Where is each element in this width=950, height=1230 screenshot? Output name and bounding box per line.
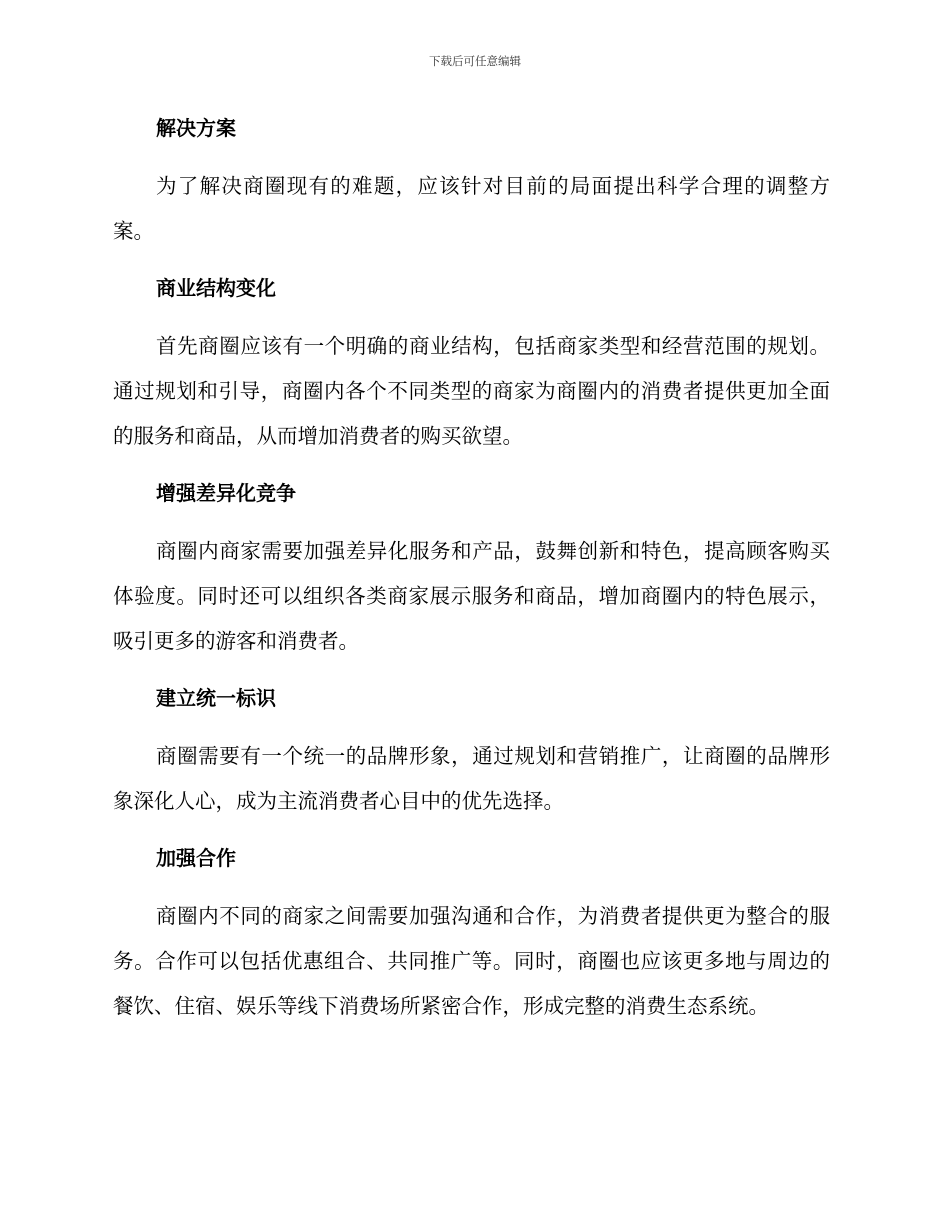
section-paragraph: 为了解决商圈现有的难题，应该针对目前的局面提出科学合理的调整方案。 — [113, 174, 830, 243]
section-business-structure — [113, 266, 830, 459]
section-heading: 解决方案 — [156, 116, 236, 140]
section-paragraph: 商圈内商家需要加强差异化服务和产品，鼓舞创新和特色，提高顾客购买体验度。同时还可以组织各类商家展示服务和商品，增加商圈内的特色展示，吸引更多的游客和消费者。 — [113, 539, 830, 653]
page-header: 下载后可任意编辑 — [429, 54, 521, 68]
section-heading: 商业结构变化 — [156, 276, 276, 300]
section-unified-identity — [113, 676, 830, 824]
section-paragraph: 商圈内不同的商家之间需要加强沟通和合作，为消费者提供更为整合的服务。合作可以包括优惠组合、共同推广等。同时，商圈也应该更多地与周边的餐饮、住宿、娱乐等线下消费场所紧密合作，形成完整的消费生态系统。 — [113, 904, 830, 1018]
document-body — [113, 106, 830, 1041]
section-heading: 加强合作 — [156, 846, 236, 870]
section-cooperation — [113, 836, 830, 1029]
section-heading: 建立统一标识 — [156, 686, 276, 710]
section-paragraph: 首先商圈应该有一个明确的商业结构，包括商家类型和经营范围的规划。通过规划和引导，商圈内各个不同类型的商家为商圈内的消费者提供更加全面的服务和商品，从而增加消费者的购买欲望。 — [113, 334, 830, 448]
section-differentiation — [113, 471, 830, 664]
section-paragraph: 商圈需要有一个统一的品牌形象，通过规划和营销推广，让商圈的品牌形象深化人心，成为主流消费者心目中的优先选择。 — [113, 744, 830, 813]
section-solution — [113, 106, 830, 254]
section-heading: 增强差异化竞争 — [156, 481, 296, 505]
